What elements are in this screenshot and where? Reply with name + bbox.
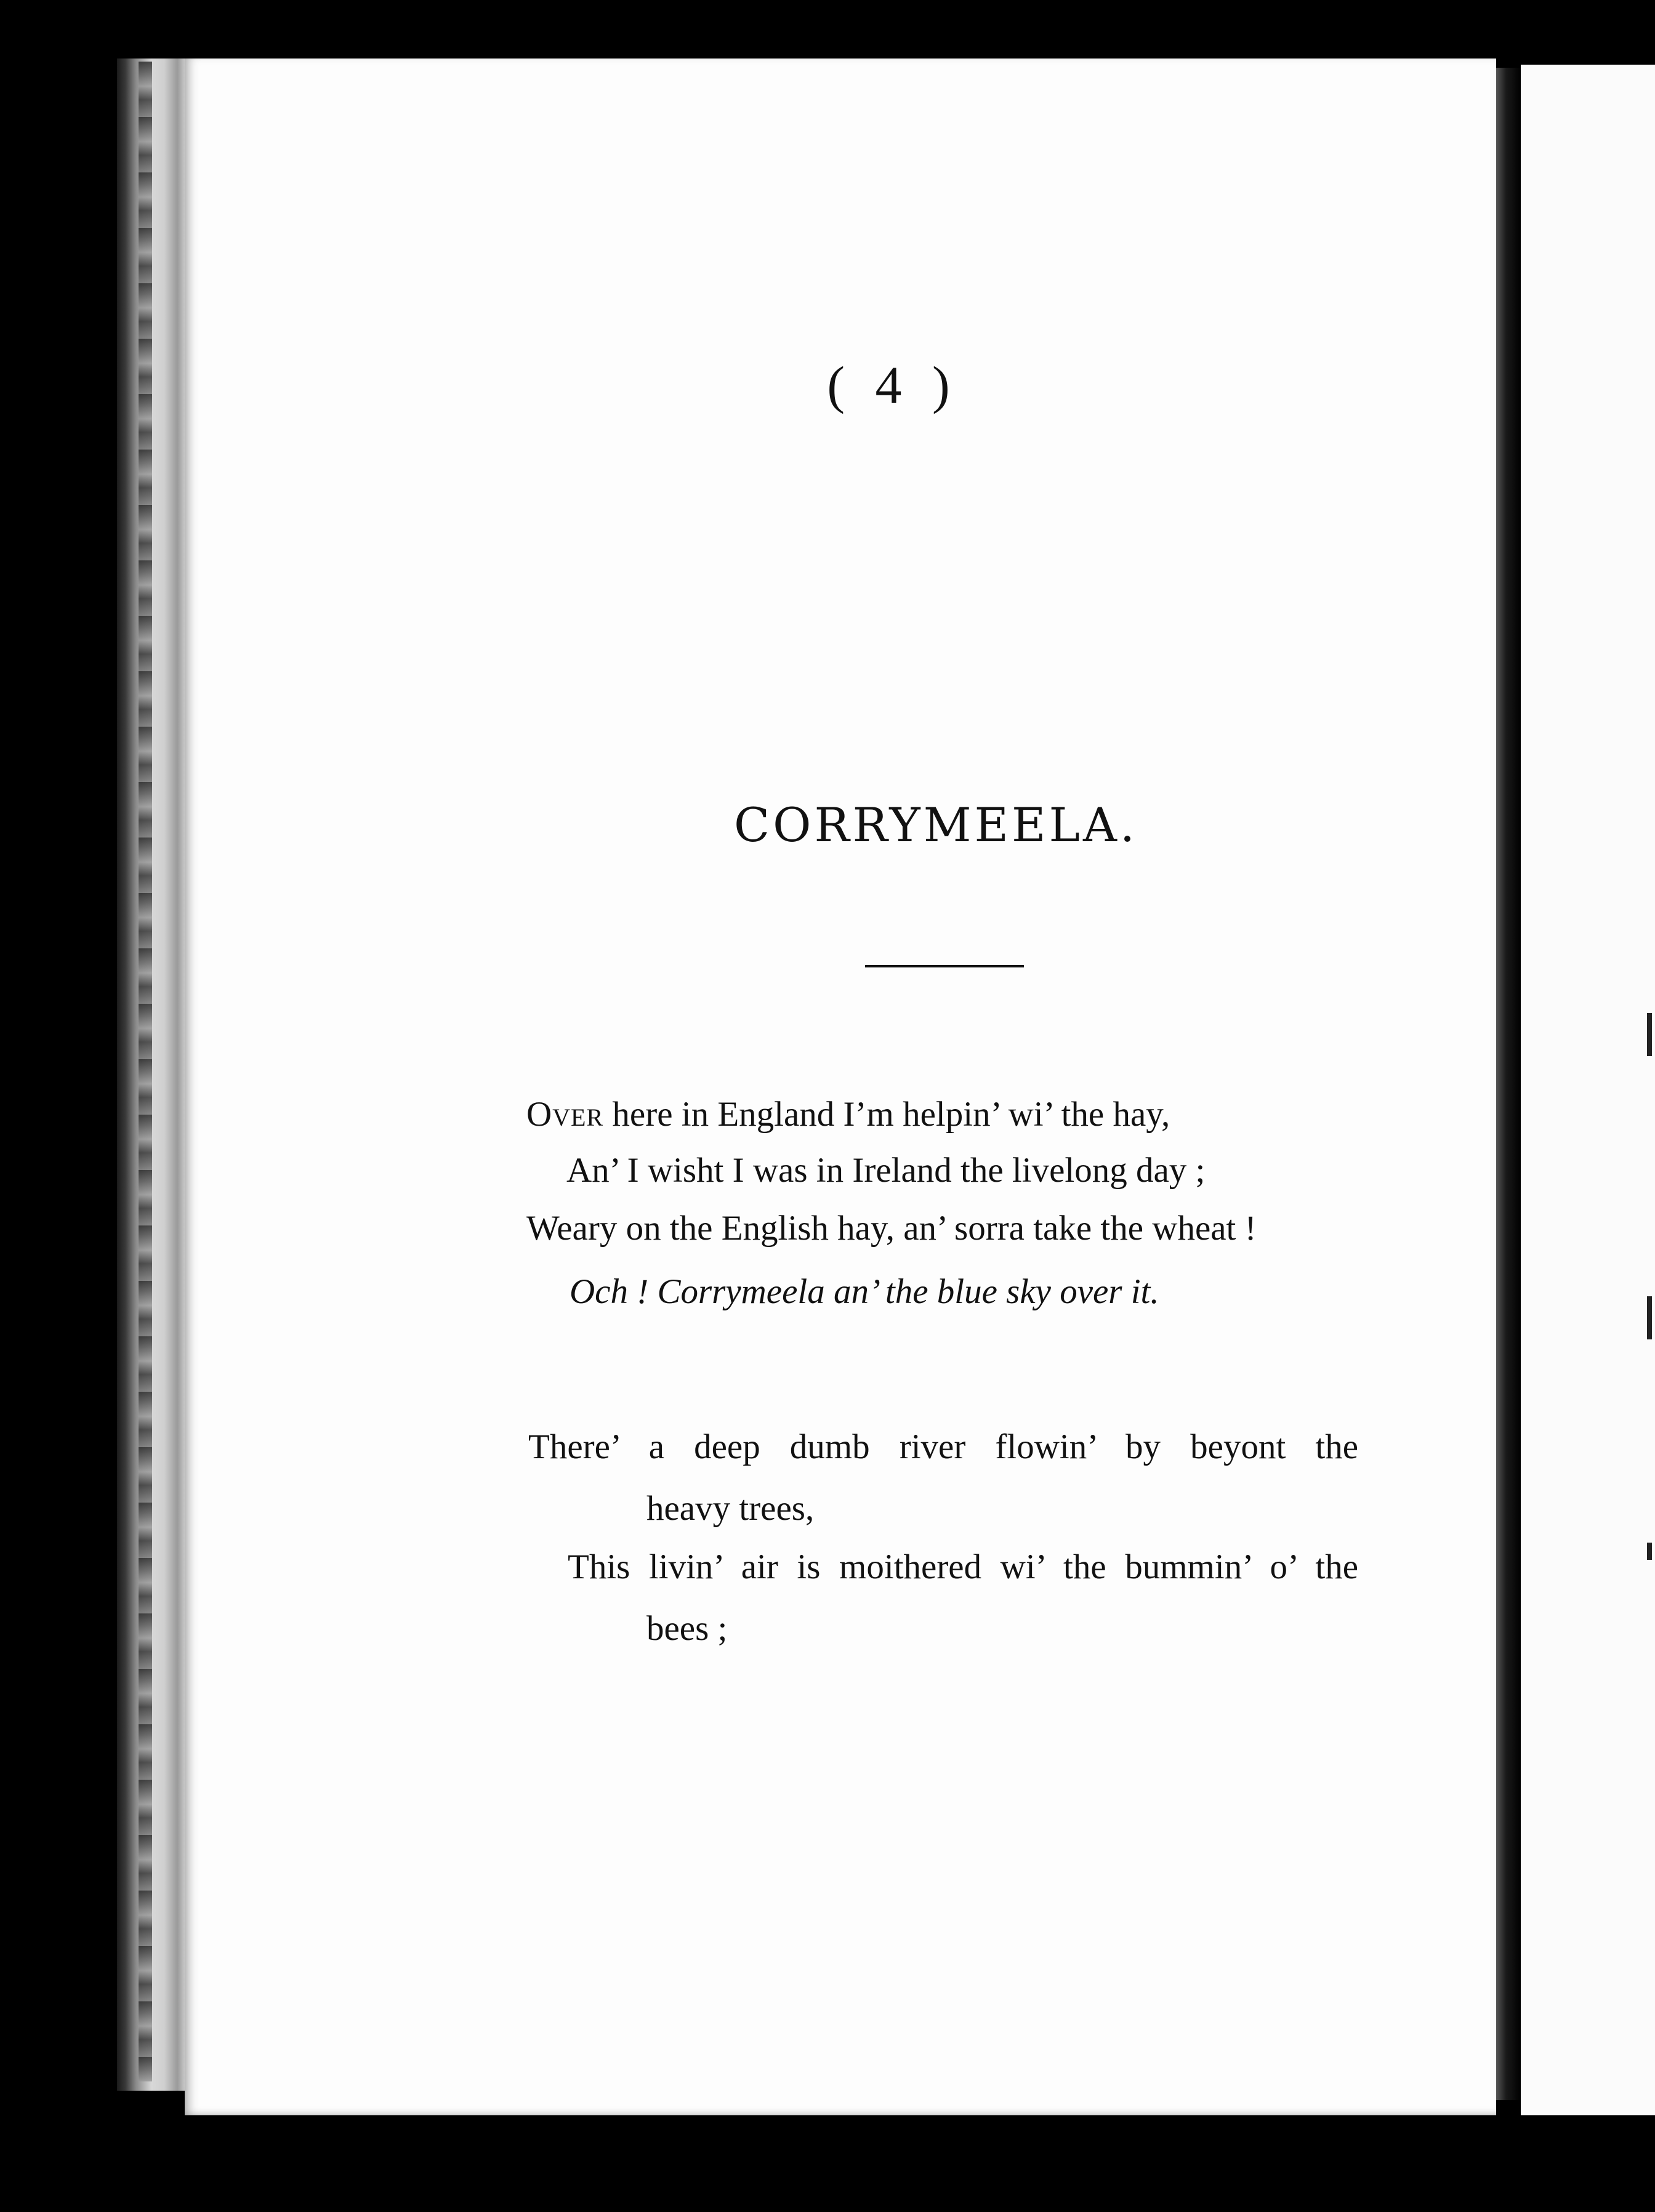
verse-line: An’ I wisht I was in Ireland the livelong day ; xyxy=(566,1151,1206,1190)
page-gutter xyxy=(1496,68,1521,2100)
binding-texture xyxy=(139,62,152,2081)
drop-cap-word: Over xyxy=(526,1095,604,1134)
verse-line: This livin’ air is moithered wi’ the bummin’ o’ the xyxy=(568,1548,1358,1586)
facing-page-glyph xyxy=(1647,1543,1652,1560)
verse-text: here in England I’m helpin’ wi’ the hay, xyxy=(603,1095,1170,1134)
verse-line: Weary on the English hay, an’ sorra take the wheat ! xyxy=(526,1209,1257,1248)
verse-line xyxy=(526,1093,1170,1136)
verse-line-refrain: Och ! Corrymeela an’ the blue sky over it. xyxy=(570,1272,1159,1311)
facing-page-glyph xyxy=(1647,1013,1652,1056)
page-number: ( 4 ) xyxy=(827,355,959,414)
title-rule xyxy=(865,965,1024,967)
verse-line-continuation: heavy trees, xyxy=(646,1489,815,1528)
verse-line: There’ a deep dumb river flowin’ by beyont the xyxy=(528,1427,1358,1466)
facing-page-edge xyxy=(1521,65,1655,2115)
verse-line-continuation: bees ; xyxy=(646,1609,728,1648)
facing-page-glyph xyxy=(1647,1296,1652,1339)
poem-title: CORRYMEELA. xyxy=(733,797,1138,852)
